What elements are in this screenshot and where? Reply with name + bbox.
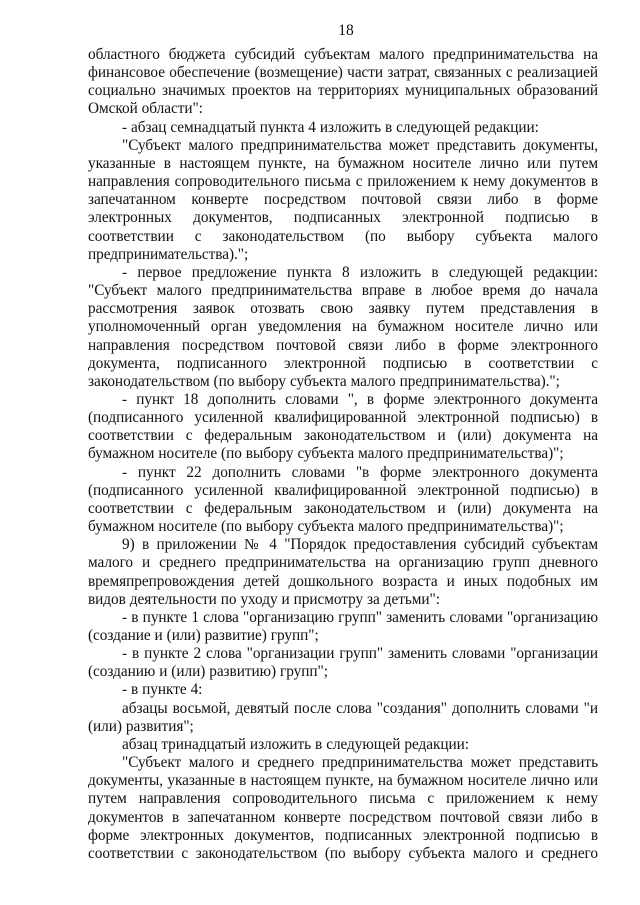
paragraph-amendment-item: абзац тринадцатый изложить в следующей редакции:: [122, 735, 469, 753]
paragraph-amendment-item: - пункт 22 дополнить словами "в форме электронного документа (подписанного усиленной квалифицированной электронной подписью) в соответствии с федеральным законодательством и (или) документа на бумажном носителе (по выбору субъекта малого предпринимательства)";: [88, 463, 598, 536]
paragraph-amendment-item: - в пункте 2 слова "организации групп" заменить словами "организации (созданию и (или) развитию) групп";: [88, 645, 598, 681]
paragraph-numbered-item: 9) в приложении № 4 "Порядок предоставления субсидий субъектам малого и среднего предпринимательства на организацию групп дневного времяпрепровождения детей дошкольного возраста и иных подобных им видов деятельности по уходу и присмотру за детьми":: [88, 536, 598, 608]
paragraph-amendment-item: - в пункте 1 слова "организацию групп" заменить словами "организацию (создание и (или) развитие) групп";: [88, 608, 598, 644]
paragraph-amendment-item: - пункт 18 дополнить словами ", в форме электронного документа (подписанного усиленной квалифицированной электронной подписью) в соответствии с федеральным законодательством и (или) документа на бумажном носителе (по выбору субъекта малого предпринимательства)";: [88, 390, 598, 463]
paragraph-amendment-item: абзацы восьмой, девятый после слова "создания" дополнить словами "и (или) развития";: [88, 699, 598, 735]
paragraph-amendment-item: - в пункте 4:: [122, 681, 203, 699]
paragraph-amendment-item: - абзац семнадцатый пункта 4 изложить в следующей редакции:: [122, 118, 539, 136]
paragraph-quoted-text: "Субъект малого и среднего предпринимательства может представить документы, указанные в настоящем пункте, на бумажном носителе лично или путем направления сопроводительного письма с приложением к нему документов в запечатанном конверте посредством почтовой связи либо в форме электронных документов, подписанных электронной подписью в соответствии с законодательством (по выбору субъекта малого и среднего: [88, 754, 598, 862]
document-page: [88, 22, 598, 863]
paragraph-quoted-text: "Субъект малого предпринимательства может представить документы, указанные в настоящем пункте, на бумажном носителе лично или путем направления сопроводительного письма с приложением к нему документов в запечатанном конверте посредством почтовой связи либо в форме электронных документов, подписанных электронной подписью в соответствии с законодательством (по выбору субъекта малого предпринимательства).";: [88, 136, 598, 263]
paragraph-amendment-item: - первое предложение пункта 8 изложить в следующей редакции: "Субъект малого предпринимательства вправе в любое время до начала рассмотрения заявок отозвать свою заявку путем представления в уполномоченный орган уведомления на бумажном носителе лично или направления посредством почтовой связи либо в форме электронного документа, подписанного электронной подписью в соответствии с законодательством (по выбору субъекта малого предпринимательства).";: [88, 263, 598, 390]
paragraph-continuation: областного бюджета субсидий субъектам малого предпринимательства на финансовое обеспечение (возмещение) части затрат, связанных с реализацией социально значимых проектов на территориях муниципальных образований Омской области":: [88, 46, 598, 118]
page-number: 18: [338, 22, 354, 39]
